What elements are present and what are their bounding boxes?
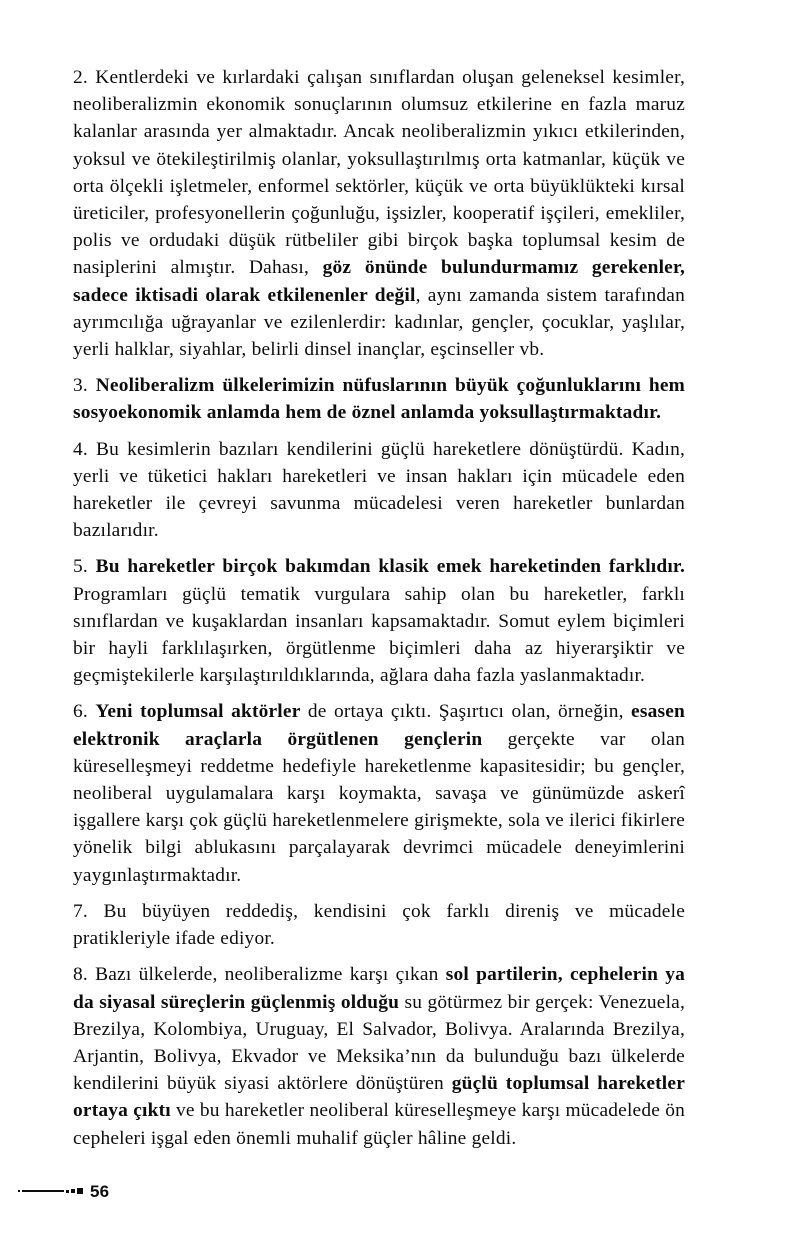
emphasis-run: Yeni toplumsal aktörler	[95, 701, 301, 723]
paragraph	[73, 898, 685, 952]
text-run: 7. Bu büyüyen reddediş, kendisini çok farklı direniş ve mücadele pratikleriyle ifade ediyor.	[73, 900, 685, 950]
paragraph	[73, 436, 685, 545]
emphasis-run: sol partilerin, cephelerin ya da siyasal süreçlerin güçlenmiş olduğu	[73, 964, 685, 1013]
text-run: , aynı zamanda sistem tarafından ayrımcılığa uğrayanlar ve ezilenlerdir: kadınlar, gençler, çocuklar, yaşlılar, yerli halklar, siyahlar, belirli dinsel inançlar, eşcinseller vb.	[73, 284, 685, 361]
folio-square-large-icon	[77, 1188, 83, 1194]
text-run: Programları güçlü tematik vurgulara sahip olan bu hareketler, farklı sınıflardan ve kuşaklardan insanları kapsamaktadır. Somut eylem biçimleri bir hayli farklılaşırken, örgütlenme biçimleri daha az hiyerarşiktir ve geçmiştekilerle karşılaştırıldıklarında, ağlara daha fazla yaslanmaktadır.	[73, 583, 685, 687]
text-run: de ortaya çıktı. Şaşırtıcı olan, örneğin,	[300, 701, 632, 723]
paragraph	[73, 372, 685, 426]
folio-square-small-icon	[66, 1190, 69, 1193]
emphasis-run: göz önünde bulundurmamız gerekenler, sadece iktisadi olarak etkilenenler değil	[73, 257, 686, 306]
text-run: 2. Kentlerdeki ve kırlardaki çalışan sınıflardan oluşan geleneksel kesimler, neoliberalizmin ekonomik sonuçlarının olumsuz etkilerine en fazla maruz kalanlar arasında yer almaktadır. Ancak neoliberalizmin yıkıcı etkilerinden, yoksul ve ötekileştirilmiş olanlar, yoksullaştırılmış orta katmanlar, küçük ve orta ölçekli işletmeler, enformel sektörler, küçük ve orta büyüklükteki kırsal üreticiler, profesyonellerin çoğunluğu, işsizler, kooperatif işçileri, emekliler, polis ve ordudaki düşük rütbeliler gibi birçok başka toplumsal kesim de nasiplerini almıştır. Dahası,	[73, 67, 685, 279]
emphasis-run: Bu hareketler birçok bakımdan klasik emek hareketinden farklıdır.	[95, 556, 685, 578]
folio-square-medium-icon	[71, 1189, 75, 1193]
folio-lead-dot-icon	[18, 1190, 20, 1192]
paragraph	[73, 553, 685, 689]
body-text-column	[73, 64, 685, 1152]
emphasis-run: güçlü toplumsal hareketler ortaya çıktı	[73, 1073, 685, 1122]
text-run: 6.	[73, 701, 96, 723]
paragraph	[73, 64, 685, 363]
emphasis-run: Neoliberalizm ülkelerimizin nüfuslarının büyük çoğunluklarını hem sosyoekonomik anlamda hem de öznel anlamda yoksullaştırmaktadır.	[73, 375, 685, 424]
text-run: 8. Bazı ülkelerde, neoliberalizme karşı çıkan	[73, 964, 446, 986]
page-number: 56	[90, 1181, 110, 1201]
text-run: gerçekte var olan küreselleşmeyi reddetme hedefiyle hareketlenme kapasitesidir; bu gençler, neoliberal uygulamalara karşı koymakta, savaşa ve günümüzde askerî işgallere karşı çok güçlü hareketlenmelere girişmekte, sola ve ilerici fikirlere yönelik bilgi ablukasını parçalayarak devrimci mücadele deneyimlerini yaygınlaştırmaktadır.	[73, 728, 685, 886]
page-footer-folio	[18, 1180, 109, 1202]
emphasis-run: esasen elektronik araçlarla örgütlenen gençlerin	[73, 701, 685, 750]
text-run: 3.	[73, 375, 96, 397]
paragraph	[73, 961, 685, 1151]
paragraph	[73, 698, 685, 888]
text-run: 5.	[73, 556, 96, 578]
text-run: ve bu hareketler neoliberal küreselleşmeye karşı mücadelede ön cepheleri işgal eden önemli muhalif güçler hâline geldi.	[73, 1100, 685, 1149]
text-run: 4. Bu kesimlerin bazıları kendilerini güçlü hareketlere dönüştürdü. Kadın, yerli ve tüketici hakları hareketleri ve insan hakları için mücadele eden hareketler ile çevreyi savunma mücadelesi veren hareketler bunlardan bazılarıdır.	[73, 438, 685, 542]
text-run: su götürmez bir gerçek: Venezuela, Brezilya, Kolombiya, Uruguay, El Salvador, Bolivya. Aralarında Brezilya, Arjantin, Bolivya, Ekvador ve Meksika’nın da bulunduğu bazı ülkelerde kendilerini büyük siyasi aktörlere dönüştüren	[73, 991, 685, 1095]
folio-rule-icon	[22, 1190, 64, 1192]
